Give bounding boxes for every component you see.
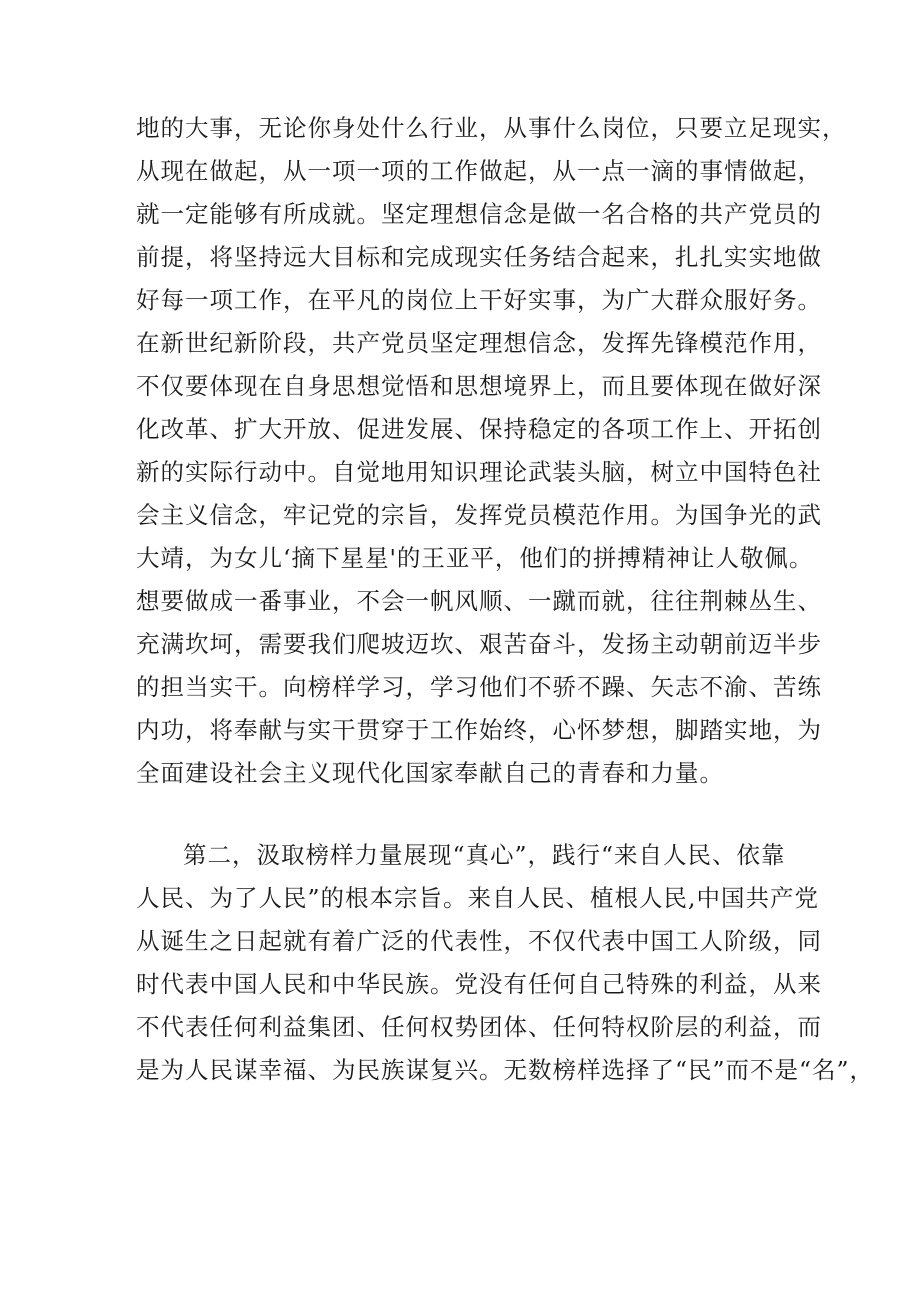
text-line-first: 第二，汲取榜样力量展现“真心”，践行“来自人民、依靠 bbox=[183, 841, 786, 869]
paragraph-2 bbox=[136, 834, 875, 1092]
text-line: 地的大事，无论你身处什么行业，从事什么岗位，只要立足现实， bbox=[136, 114, 847, 142]
text-line: 人民、为了人民”的根本宗旨。来自人民、植根人民,中国共产党 bbox=[136, 884, 819, 912]
text-line: 全面建设社会主义现代化国家奉献自己的青春和力量。 bbox=[136, 759, 724, 787]
text-line: 大靖，为女儿‘摘下星星'的王亚平，他们的拼搏精神让人敬佩。 bbox=[136, 544, 814, 572]
text-line: 想要做成一番事业，不会一帆风顺、一蹴而就，往往荆棘丛生、 bbox=[136, 587, 822, 615]
text-line: 时代表中国人民和中华民族。党没有任何自己特殊的利益，从来 bbox=[136, 970, 822, 998]
text-line: 是为人民谋幸福、为民族谋复兴。无数榜样选择了“民”而不是“名”， bbox=[136, 1056, 875, 1084]
text-line: 化改革、扩大开放、促进发展、保持稳定的各项工作上、开拓创 bbox=[136, 415, 822, 443]
paragraph-1 bbox=[136, 107, 847, 795]
text-line: 好每一项工作，在平凡的岗位上干好实事，为广大群众服好务。 bbox=[136, 286, 822, 314]
text-line: 前提，将坚持远大目标和完成现实任务结合起来，扎扎实实地做 bbox=[136, 243, 822, 271]
text-line: 从诞生之日起就有着广泛的代表性，不仅代表中国工人阶级，同 bbox=[136, 927, 822, 955]
text-line: 内功，将奉献与实干贯穿于工作始终，心怀梦想，脚踏实地，为 bbox=[136, 716, 822, 744]
text-line: 充满坎坷，需要我们爬坡迈坎、艰苦奋斗，发扬主动朝前迈半步 bbox=[136, 630, 822, 658]
text-line: 就一定能够有所成就。坚定理想信念是做一名合格的共产党员的 bbox=[136, 200, 822, 228]
text-line: 新的实际行动中。自觉地用知识理论武装头脑，树立中国特色社 bbox=[136, 458, 822, 486]
text-line: 会主义信念，牢记党的宗旨，发挥党员模范作用。为国争光的武 bbox=[136, 501, 822, 529]
text-line: 的担当实干。向榜样学习，学习他们不骄不躁、矢志不渝、苦练 bbox=[136, 673, 822, 701]
text-line: 不仅要体现在自身思想觉悟和思想境界上，而且要体现在做好深 bbox=[136, 372, 822, 400]
text-line: 从现在做起，从一项一项的工作做起，从一点一滴的事情做起， bbox=[136, 157, 822, 185]
text-line: 在新世纪新阶段，共产党员坚定理想信念，发挥先锋模范作用， bbox=[136, 329, 822, 357]
text-line: 不代表任何利益集团、任何权势团体、任何特权阶层的利益，而 bbox=[136, 1013, 822, 1041]
